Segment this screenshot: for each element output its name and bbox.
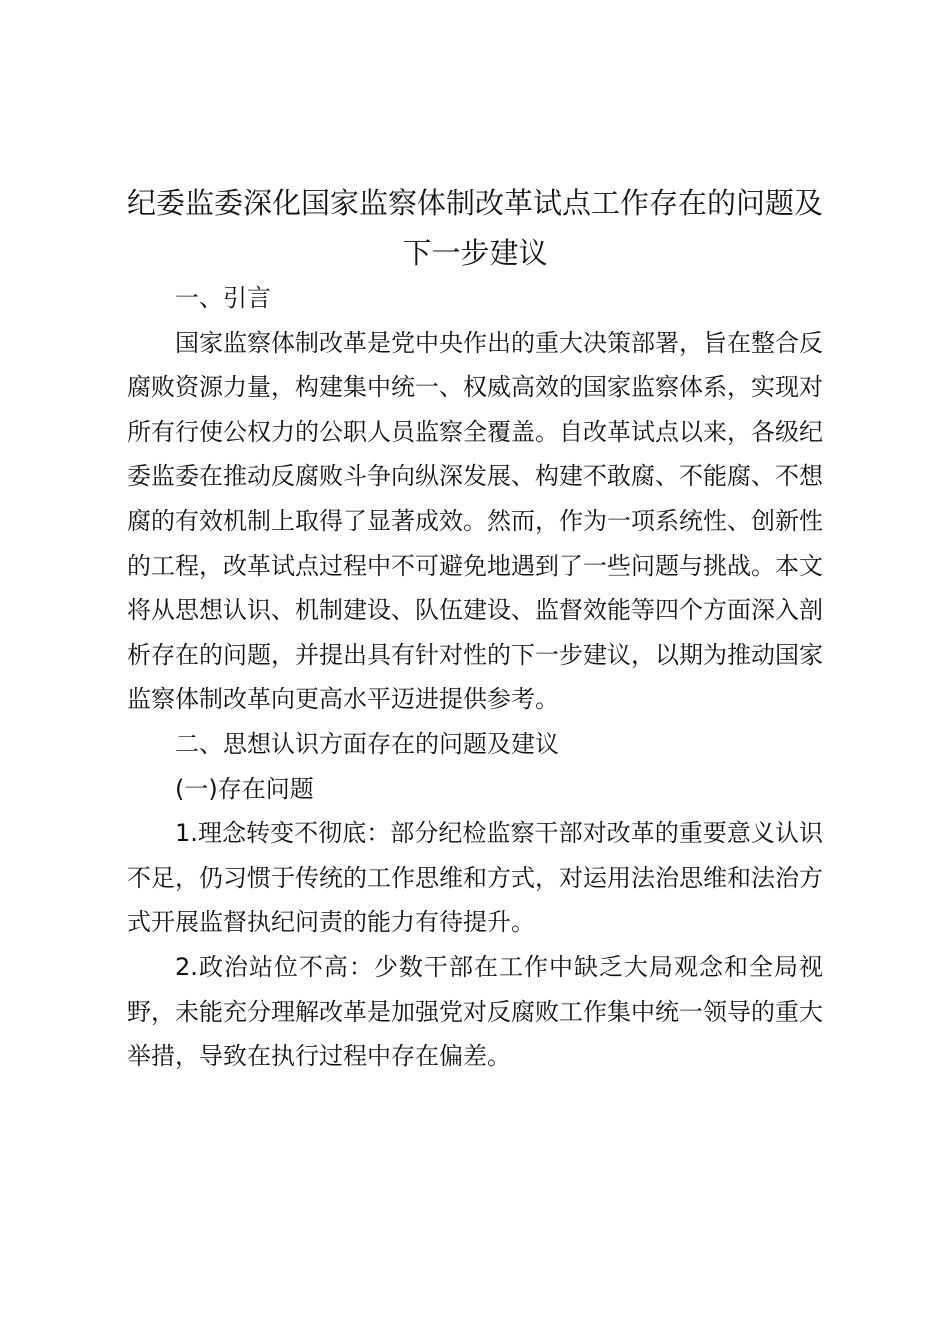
paragraph-problem-1: 1.理念转变不彻底：部分纪检监察干部对改革的重要意义认识不足，仍习惯于传统的工作思维和方式，对运用法治思维和法治方式开展监督执纪问责的能力有待提升。 (127, 819, 823, 937)
paragraph-introduction: 国家监察体制改革是党中央作出的重大决策部署，旨在整合反腐败资源力量，构建集中统一、权威高效的国家监察体系，实现对所有行使公权力的公职人员监察全覆盖。自改革试点以来，各级纪委监委在推动反腐败斗争向纵深发展、构建不敢腐、不能腐、不想腐的有效机制上取得了显著成效。然而，作为一项系统性、创新性的工程，改革试点过程中不可避免地遇到了一些问题与挑战。本文将从思想认识、机制建设、队伍建设、监督效能等四个方面深入剖析存在的问题，并提出具有针对性的下一步建议，以期为推动国家监察体制改革向更高水平迈进提供参考。 (127, 328, 823, 714)
document-title: 纪委监委深化国家监察体制改革试点工作存在的问题及下一步建议 (126, 186, 823, 270)
paragraph-problem-2: 2.政治站位不高：少数干部在工作中缺乏大局观念和全局视野，未能充分理解改革是加强党对反腐败工作集中统一领导的重大举措，导致在执行过程中存在偏差。 (127, 952, 823, 1071)
section-heading-thinking: 二、思想认识方面存在的问题及建议 (175, 729, 559, 758)
document-body (127, 276, 823, 1079)
section-heading-introduction: 一、引言 (175, 284, 271, 312)
subsection-heading-problems: (一)存在问题 (175, 774, 314, 803)
